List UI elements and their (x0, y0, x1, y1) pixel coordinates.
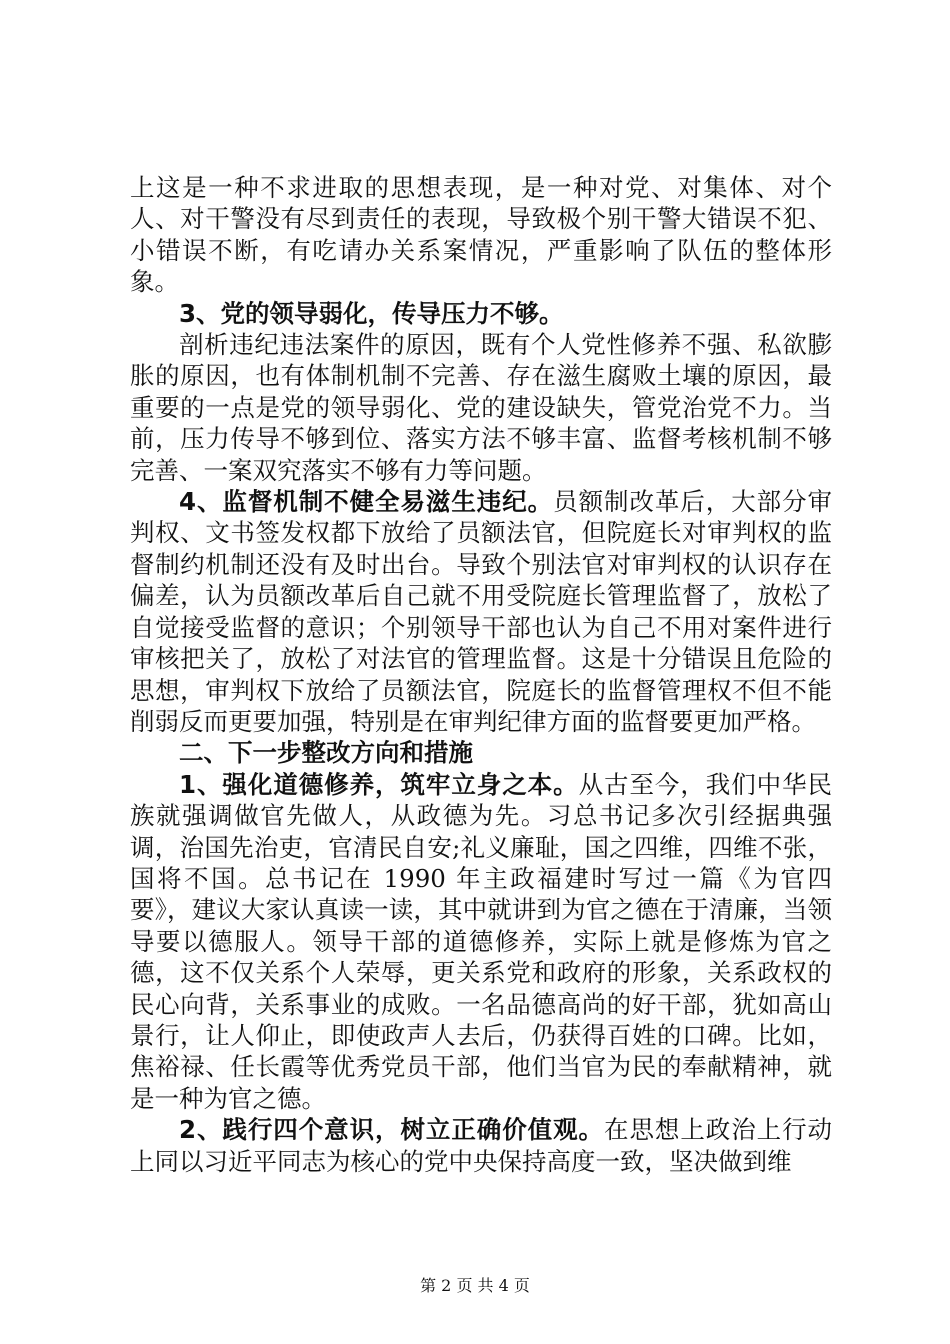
paragraph-analysis (130, 329, 832, 486)
paragraph-text: 从古至今，我们中华民族就强调做官先做人，从政德为先。习总书记多次引经据典强调，治国先治吏，官清民自安;礼义廉耻，国之四维，四维不张，国将不国。总书记在 1990 年主政福建时写过一篇《为官四要》，建议大家认真读一读，其中就讲到为官之德在于清廉，当领导要以德服人。领导干部的道德修养，实际上就是修炼为官之德，这不仅关系个人荣辱，更关系党和政府的形象，关系政权的民心向背，关系事业的成败。一名品德高尚的好干部，犹如高山景行，让人仰止，即使政声人去后，仍获得百姓的口碑。比如，焦裕禄、任长霞等优秀党员干部，他们当官为民的奉献精神，就是一种为官之德。 (130, 769, 833, 1113)
paragraph-morality (130, 769, 832, 1114)
paragraph-text: 员额制改革后，大部分审判权、文书签发权都下放给了员额法官，但院庭长对审判权的监督制约机制还没有及时出台。导致个别法官对审判权的认识存在偏差，认为员额改革后自己就不用受院庭长管理监督了，放松了自觉接受监督的意识；个别领导干部也认为自己不用对案件进行审核把关了，放松了对法官的管理监督。这是十分错误且危险的思想，审判权下放给了员额法官，院庭长的监督管理权不但不能削弱反而更要加强，特别是在审判纪律方面的监督要更加严格。 (130, 487, 833, 736)
paragraph-text: 上这是一种不求进取的思想表现，是一种对党、对集体、对个人、对干警没有尽到责任的表现，导致极个别干警大错误不犯、小错误不断，有吃请办关系案情况，严重影响了队伍的整体形象。 (130, 173, 832, 297)
page-footer: 第 2 页 共 4 页 (420, 1276, 530, 1295)
paragraph-text: 剖析违纪违法案件的原因，既有个人党性修养不强、私欲膨胀的原因，也有体制机制不完善、存在滋生腐败土壤的原因，最重要的一点是党的领导弱化、党的建设缺失，管党治党不力。当前，压力传导不够到位、落实方法不够丰富、监督考核机制不够完善、一案双究落实不够有力等问题。 (130, 330, 832, 485)
paragraph-lead: 1、强化道德修养，筑牢立身之本。 (179, 769, 579, 799)
paragraph-four-consciousness (130, 1114, 832, 1177)
paragraph-lead: 4、监督机制不健全易滋生违纪。 (179, 487, 554, 517)
document-body (130, 172, 832, 1177)
paragraph-supervision (130, 486, 832, 737)
section-heading-next-steps: 二、下一步整改方向和措施 (179, 738, 473, 768)
paragraph-text: 在思想上政治上行动上同以习近平同志为核心的党中央保持高度一致，坚决做到维 (130, 1115, 833, 1176)
paragraph-lead: 2、践行四个意识，树立正确价值观。 (179, 1115, 604, 1145)
section-heading-3: 3、党的领导弱化，传导压力不够。 (179, 298, 564, 328)
paragraph-continuation (130, 172, 832, 298)
